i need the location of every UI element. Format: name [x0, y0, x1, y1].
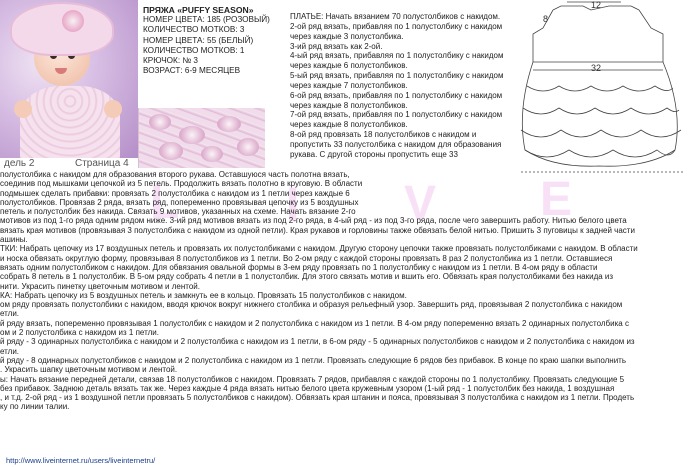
schema-label-middle: 32	[591, 63, 602, 73]
text-line: 8-ой ряд провязать 18 полустолбиков с накидом и	[290, 130, 477, 140]
schema-drawing	[513, 0, 695, 178]
text-line: через каждые 6 полустолбиков.	[290, 61, 408, 71]
text-line: й ряду - 8 одинарных полустолбиков с накидом и 2 полустолбика с накидом из 1 петли. Провязать следующие 6 рядов без прибавок. В конце по краю шапки выполнить	[0, 355, 627, 365]
skeins-count: КОЛИЧЕСТВО МОТКОВ: 3	[143, 25, 245, 35]
text-line: етли.	[0, 309, 20, 319]
age-range: ВОЗРАСТ: 6-9 МЕСЯЦЕВ	[143, 66, 241, 76]
text-line: ы: Начать вязание передней детали, связав 18 полустолбиков с накидом. Провязать 7 рядов, прибавляя с каждой стороны по 1 полустолбику. Провязать следующие 5	[0, 374, 625, 384]
text-line: ТКИ: Набрать цепочку из 17 воздушных петель и провязать их полустолбиками с накидом. Другую сторону цепочки также провязать полустолбиками с накидом. В области	[0, 244, 638, 254]
text-line: через каждые 7 полустолбиков.	[290, 80, 408, 90]
text-line: 4-ый ряд вязать, прибавляя по 1 полустолбику с накидом	[290, 51, 504, 61]
yarn-spec	[143, 5, 283, 76]
text-line: мотивов из под 1-го ряда одним рядом ниже. 3-ий ряд мотивов вязать из под 2-го ряда, в 4-ый ряд - из под 3-го ряда, после чего завершить работу. Нитью белого цвета	[0, 216, 627, 226]
text-line: петель и полустолбик без накида. Связать 9 мотивов, указанных на схеме. Начать вязание 2-го	[0, 207, 356, 217]
watermark-letter: L	[150, 176, 184, 229]
text-line: етли.	[0, 346, 20, 356]
dress-instructions	[290, 12, 522, 160]
text-line: вязать края мотивов (провязывая 3 полустолбика с накидом из одной петли). Края рукавов и горловины также обвязать белой нитью. Пришить 3 пуговицы к задней части	[0, 225, 635, 235]
text-line: полустолбика с накидом для образования второго рукава. Оставшуюся часть полотна вязать,	[0, 170, 350, 179]
text-line: и носка обвязать округлую форму, провязывая 8 полустолбиков из 1 петли. Во 2-ом ряду с каждой стороны провязать 8 раз 2 полустолбика из 1 петли. Оставшиеся	[0, 253, 613, 263]
yarn-title: ПРЯЖА «PUFFY SEASON»	[143, 5, 254, 15]
text-line: ПЛАТЬЕ: Начать вязанием 70 полустолбиков с накидом.	[290, 12, 501, 21]
instructions-body	[0, 170, 695, 412]
text-line: рукава. С другой стороны пропустить еще 33	[290, 149, 458, 159]
text-line: подмышек сделать прибавки: провязать 2 полустолбика с накидом из 1 петли через каждые 6	[0, 188, 350, 198]
color-number-2: НОМЕР ЦВЕТА: 55 (БЕЛЫЙ)	[143, 35, 254, 45]
color-number: НОМЕР ЦВЕТА: 185 (РОЗОВЫЙ)	[143, 15, 270, 25]
text-line: вязать одним полустолбиком с накидом. Для обвязания овальной формы в 3-ем ряду провязать по 1 полустолбику с накидом из 1 петли. В 4-ом ряду в области	[0, 262, 598, 272]
skeins-count-2: КОЛИЧЕСТВО МОТКОВ: 1	[143, 45, 245, 55]
text-line: й ряду вязать, попеременно провязывая 1 полустолбик с накидом и 2 полустолбика с накидом из 1 петли. В 4-ом ряду попеременно вязать 2 одинарных полустолбика с	[0, 318, 629, 328]
text-line: ом ряду провязать полустолбики с накидом, вводя крючок вокруг нижнего столбика и образуя рельефный узор. Завершить ряд, провязывая 2 полустолбика с накидом	[0, 300, 623, 310]
text-line: без прибавок. Заднюю деталь вязать так же. Через каждые 4 ряда вязать нитью белого цвета кружевным узором (1-ый ряд - 1 полустолбик без накида, 1 воздушная	[0, 383, 615, 393]
text-line: . Украсить шапку цветочным мотивом и лентой.	[0, 365, 178, 375]
knitted-dress	[20, 86, 120, 158]
schema-label-top: 12	[591, 0, 602, 10]
hook-size: КРЮЧОК: № 3	[143, 56, 198, 66]
text-line: через каждые 3 полустолбика.	[290, 31, 404, 41]
text-line: 6-ой ряд вязать, прибавляя по 1 полустолбику с накидом	[290, 90, 503, 100]
text-line: соединив под мышками цепочкой из 5 петель. Продолжить вязать полотно в круговую. В области	[0, 179, 363, 189]
baby-photo	[0, 0, 138, 158]
text-line: через каждые 8 полустолбиков.	[290, 120, 408, 130]
text-line: ашины.	[0, 235, 28, 245]
text-line: нити. Украсить пинетку цветочным мотивом и лентой.	[0, 281, 200, 291]
knitted-hat	[10, 2, 114, 56]
text-line: через каждые 8 полустолбиков.	[290, 100, 408, 110]
text-line: полустолбиков. Провязав 2 ряда, вязать ряд, попеременно провязывая цепочку из 5 воздушных	[0, 197, 359, 207]
watermark-letter: E	[540, 173, 577, 226]
caption-left: дель 2	[4, 158, 35, 169]
flower-decoration	[62, 10, 84, 32]
caption-right: Страница 4	[75, 158, 129, 169]
stitch-closeup	[138, 108, 265, 168]
text-line: пропустить 33 полустолбика с накидом для образования	[290, 139, 502, 149]
text-line: 3-ий ряд вязать как 2-ой.	[290, 41, 383, 51]
text-line: 7-ой ряд вязать, прибавляя по 1 полустолбику с накидом	[290, 110, 503, 120]
text-line: 2-ой ряд вязать, прибавляя по 1 полустолбику с накидом	[290, 21, 503, 31]
watermark-letter: V	[404, 177, 441, 230]
dress-schema	[513, 0, 695, 178]
source-link[interactable]: http://www.liveinternet.ru/users/liveinternetru/	[6, 456, 156, 465]
text-line: , и т.д. 2-ой ряд - из 1 воздушной петли провязать 5 полустолбиков с накидом). Обвязать края штанин и пояса, провязывая 3 полустолбика с накидом из 1 петли. Продеть	[0, 393, 635, 403]
text-line: КА: Набрать цепочку из 5 воздушных петель и замкнуть ее в кольцо. Провязать 15 полустолбиков с накидом.	[0, 290, 407, 300]
text-line: й ряду - 3 одинарных полустолбика с накидом и 2 полустолбика с накидом из 1 петли, в 6-ом ряду - 5 одинарных полустолбиков с накидом и 2 полустолбика с накидом из	[0, 337, 635, 347]
schema-label-side: 8	[543, 14, 549, 24]
watermark-letter: I	[286, 179, 304, 232]
text-line: ом и 2 полустолбика с накидом из 1 петли.	[0, 328, 159, 338]
text-line: ку по линии талии.	[0, 402, 70, 412]
text-line: собрать 8 петель в 1 полустолбик. В 5-ом ряду собрать 4 петли в 1 полустолбик. Для этого связать мотив и вшить его. Обвязать края полустолбиками без накида из	[0, 272, 614, 282]
text-line: 5-ый ряд вязать, прибавляя по 1 полустолбику с накидом	[290, 71, 504, 81]
